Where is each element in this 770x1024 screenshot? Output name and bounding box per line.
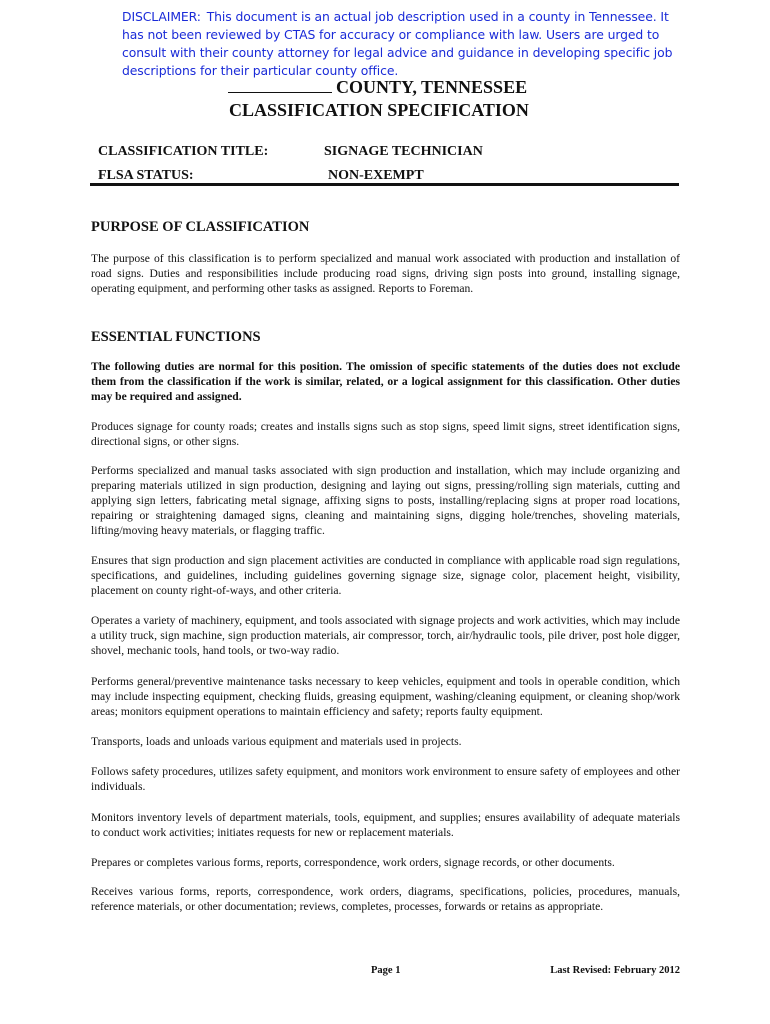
duty-item: Operates a variety of machinery, equipment, and tools associated with signage projects and work activities, which may include a utility truck, sign machine, sign production materials, air compressor, torch, air/hydraulic tools, pile driver, post hole digger, shovel, mechanic tools, hand tools, or two-way radio. xyxy=(91,614,680,657)
flsa-status-label: FLSA STATUS: xyxy=(98,168,194,183)
county-line xyxy=(228,76,527,98)
disclaimer-label: DISCLAIMER: xyxy=(122,9,201,24)
last-revised: Last Revised: February 2012 xyxy=(550,965,680,976)
duty-item: Prepares or completes various forms, reports, correspondence, work orders, signage records, or other documents. xyxy=(91,856,615,869)
county-line-text: COUNTY, TENNESSEE xyxy=(336,77,528,97)
classification-title-value: SIGNAGE TECHNICIAN xyxy=(324,144,483,159)
page-number: Page 1 xyxy=(371,965,401,976)
county-name-blank xyxy=(228,76,332,93)
duty-item: Follows safety procedures, utilizes safety equipment, and monitors work environment to ensure safety of employees and other individuals. xyxy=(91,765,680,793)
disclaimer-text: This document is an actual job description used in a county in Tennessee. It has not been reviewed by CTAS for accuracy or compliance with law. Users are urged to consult with their county attorney for legal advice and guidance in developing specific job descriptions for their particular county office. xyxy=(122,9,673,78)
purpose-heading: PURPOSE OF CLASSIFICATION xyxy=(91,219,310,235)
duty-item: Monitors inventory levels of department materials, tools, equipment, and supplies; ensures availability of adequate materials to conduct work activities; initiates requests for new or replacement materials. xyxy=(91,811,680,839)
flsa-status-value: NON-EXEMPT xyxy=(328,168,424,183)
duty-item: Performs general/preventive maintenance tasks necessary to keep vehicles, equipment and tools in operable condition, which may include inspecting equipment, checking fluids, greasing equipment, washing/cleaning equipment, or cleaning shop/work areas; monitors equipment operations to maintain efficiency and safety; reports faulty equipment. xyxy=(91,675,680,718)
duty-item: Transports, loads and unloads various equipment and materials used in projects. xyxy=(91,735,462,748)
purpose-text: The purpose of this classification is to perform specialized and manual work associated with production and installation of road signs. Duties and responsibilities include producing road signs, driving sign posts into ground, installing signage, operating equipment, and performing other tasks as assigned. Reports to Foreman. xyxy=(91,252,680,295)
duty-item: Produces signage for county roads; creates and installs signs such as stop signs, speed limit signs, street identification signs, directional signs, or other signs. xyxy=(91,420,680,448)
essential-functions-intro: The following duties are normal for this position. The omission of specific statements of the duties does not exclude them from the classification if the work is similar, related, or a logical assignment for this classification. Other duties may be required and assigned. xyxy=(91,360,680,403)
duty-item: Performs specialized and manual tasks associated with sign production and installation, which may include organizing and preparing materials utilized in sign production, designing and laying out signs, pressing/rolling sign materials, cutting and applying sign letters, fabricating metal signage, affixing signs to posts, installing/replacing signs at proper road locations, repairing or straightening damaged signs, cleaning and maintaining signs, digging hole/trenches, shoveling materials, lifting/moving heavy materials, or flagging traffic. xyxy=(91,464,680,537)
classification-title-label: CLASSIFICATION TITLE: xyxy=(98,144,269,159)
disclaimer xyxy=(122,8,682,80)
header-divider xyxy=(90,183,679,186)
duty-item: Receives various forms, reports, correspondence, work orders, diagrams, specifications, policies, procedures, manuals, reference materials, or other documentation; reviews, completes, processes, forwards or retains as appropriate. xyxy=(91,885,680,913)
essential-functions-heading: ESSENTIAL FUNCTIONS xyxy=(91,329,261,345)
duty-item: Ensures that sign production and sign placement activities are conducted in compliance with applicable road sign regulations, specifications, and guidelines, including guidelines governing signage size, signage color, placement height, visibility, placement on county right-of-ways, and other criteria. xyxy=(91,554,680,597)
document-title: CLASSIFICATION SPECIFICATION xyxy=(229,100,529,120)
